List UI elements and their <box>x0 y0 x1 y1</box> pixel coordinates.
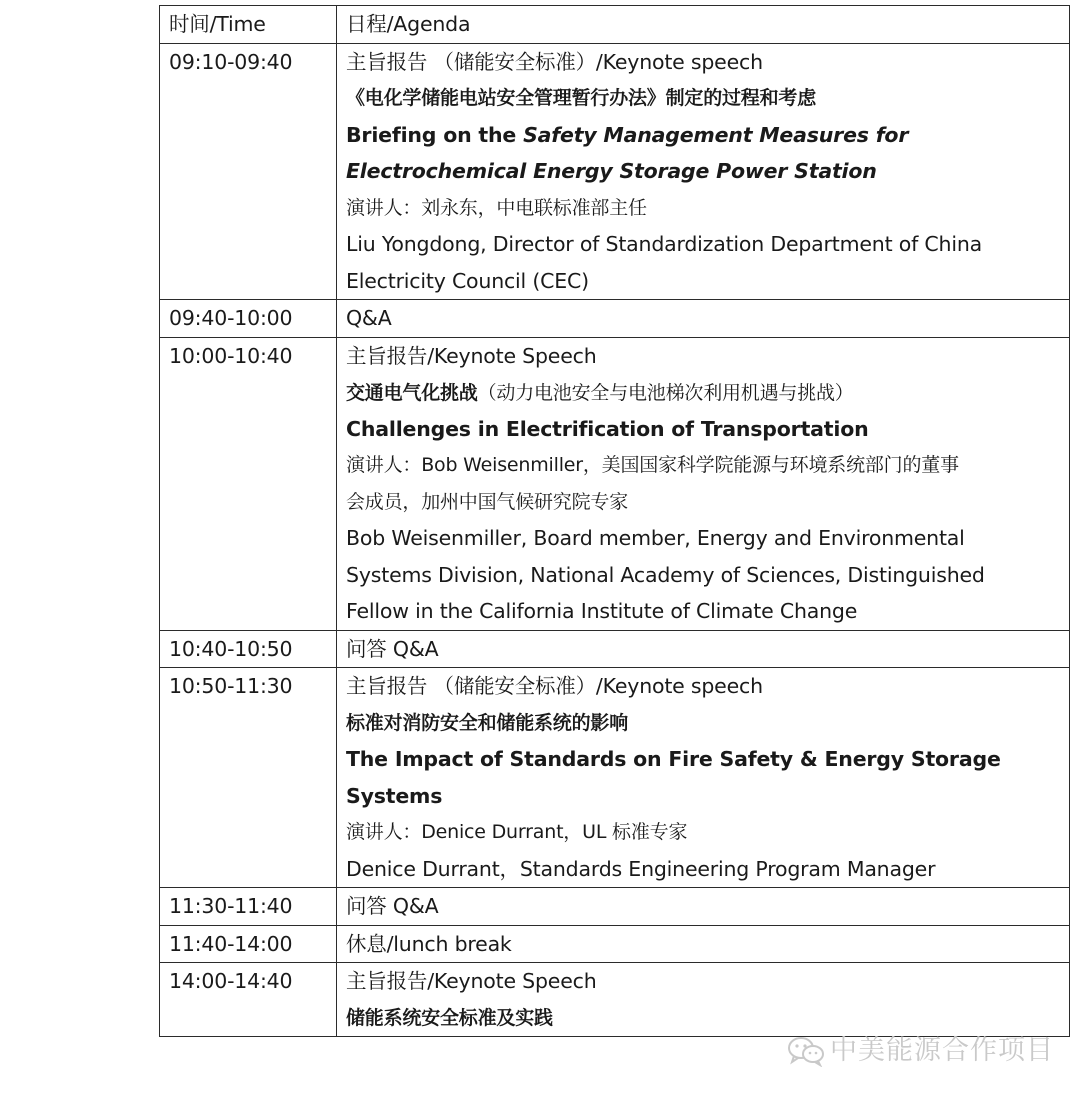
time-slot: 10:50-11:30 <box>169 674 293 698</box>
agenda-cell <box>337 337 1070 630</box>
agenda-cell <box>337 300 1070 338</box>
time-slot: 11:30-11:40 <box>169 894 293 918</box>
agenda-row <box>160 300 1070 338</box>
talk-title-zh: 标准对消防安全和储能系统的影响 <box>346 711 629 734</box>
time-slot: 10:00-10:40 <box>169 343 293 368</box>
talk-title-en-prefix: Briefing on the <box>346 122 524 147</box>
speaker-zh: 演讲人：Bob Weisenmiller，美国国家科学院能源与环境系统部门的董事 <box>346 454 959 476</box>
time-slot: 14:00-14:40 <box>169 969 293 993</box>
time-cell <box>160 43 337 300</box>
time-slot: 09:10-09:40 <box>169 49 293 74</box>
speaker-zh: 演讲人：Denice Durrant，UL 标准专家 <box>346 821 688 843</box>
session-type: 主旨报告 （储能安全标准）/Keynote speech <box>346 49 763 74</box>
time-cell <box>160 630 337 668</box>
speaker-zh: 演讲人：刘永东，中电联标准部主任 <box>346 196 647 219</box>
talk-title-en <box>346 117 1060 154</box>
agenda-table <box>159 5 1070 1037</box>
time-slot: 10:40-10:50 <box>169 636 293 661</box>
session-type: Q&A <box>346 306 392 330</box>
agenda-row <box>160 888 1070 926</box>
talk-title-en: Challenges in Electrification of Transportation <box>346 416 869 441</box>
talk-title-en-cont: Systems <box>346 783 443 808</box>
speaker-en: Liu Yongdong, Director of Standardization Department of China <box>346 232 982 256</box>
header-agenda: 日程/Agenda <box>346 12 471 36</box>
agenda-row <box>160 925 1070 963</box>
header-time-cell <box>160 6 337 44</box>
agenda-cell <box>337 43 1070 300</box>
speaker-en-cont: Electricity Council (CEC) <box>346 268 589 293</box>
speaker-en-cont-2: Fellow in the California Institute of Climate Change <box>346 599 858 623</box>
session-type: 主旨报告 （储能安全标准）/Keynote speech <box>346 674 763 698</box>
time-slot: 11:40-14:00 <box>169 931 293 956</box>
talk-title-zh-bold: 交通电气化挑战 <box>346 382 478 404</box>
agenda-cell <box>337 630 1070 668</box>
talk-title-en-italic-cont: Electrochemical Energy Storage Power Station <box>346 159 877 183</box>
agenda-row <box>160 668 1070 888</box>
time-cell <box>160 963 337 1037</box>
agenda-row <box>160 630 1070 668</box>
time-slot: 09:40-10:00 <box>169 306 293 330</box>
speaker-en: Bob Weisenmiller, Board member, Energy and Environmental <box>346 526 965 550</box>
agenda-cell <box>337 925 1070 963</box>
talk-subtitle-zh: （动力电池安全与电池梯次利用机遇与挑战） <box>477 382 854 404</box>
agenda-row <box>160 963 1070 1037</box>
talk-title-zh: 储能系统安全标准及实践 <box>346 1006 553 1029</box>
talk-title-en: The Impact of Standards on Fire Safety & Energy Storage <box>346 747 1001 771</box>
agenda-cell <box>337 668 1070 888</box>
header-time: 时间/Time <box>169 12 266 36</box>
speaker-zh-cont: 会成员，加州中国气候研究院专家 <box>346 490 629 513</box>
time-cell <box>160 337 337 630</box>
talk-title-zh: 《电化学储能电站安全管理暂行办法》制定的过程和考虑 <box>346 87 817 109</box>
time-cell <box>160 668 337 888</box>
time-cell <box>160 888 337 926</box>
time-cell <box>160 300 337 338</box>
time-cell <box>160 925 337 963</box>
session-type: 主旨报告/Keynote Speech <box>346 343 597 368</box>
talk-title-en-italic: Safety Management Measures for <box>523 122 909 147</box>
watermark-text: 中美能源合作项目 <box>830 1035 1054 1066</box>
header-agenda-cell <box>337 6 1070 44</box>
session-type: 主旨报告/Keynote Speech <box>346 969 597 993</box>
session-type: 问答 Q&A <box>346 636 439 661</box>
wechat-icon <box>786 1035 826 1067</box>
session-type: 休息/lunch break <box>346 931 512 956</box>
speaker-en-cont: Systems Division, National Academy of Sciences, Distinguished <box>346 562 985 587</box>
agenda-cell <box>337 888 1070 926</box>
speaker-en: Denice Durrant，Standards Engineering Program Manager <box>346 856 936 881</box>
header-row <box>160 6 1070 44</box>
session-type: 问答 Q&A <box>346 894 439 918</box>
source-watermark <box>786 1031 1056 1071</box>
agenda-row <box>160 337 1070 630</box>
agenda-row <box>160 43 1070 300</box>
talk-title-zh <box>346 374 1060 411</box>
agenda-cell <box>337 963 1070 1037</box>
